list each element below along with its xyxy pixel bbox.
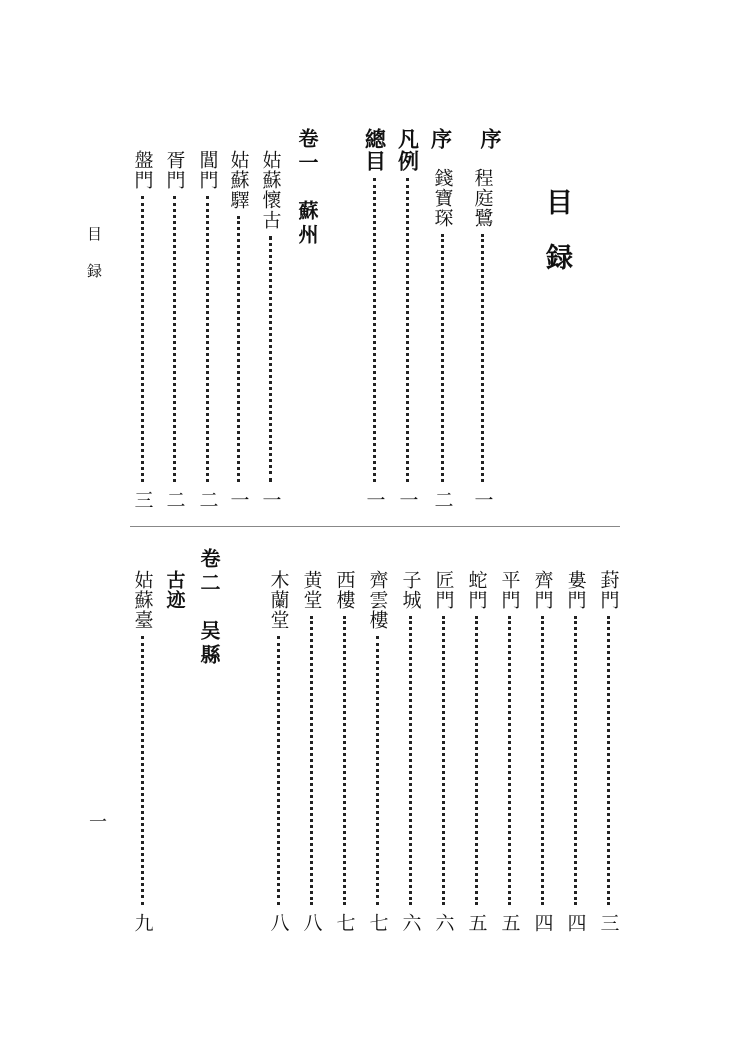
page-number: 五 xyxy=(465,913,488,932)
toc-entry-preface-2 xyxy=(426,128,454,168)
page-number: 九 xyxy=(131,913,154,932)
entry-title: 閶門 xyxy=(196,150,219,190)
page-number: 三 xyxy=(597,913,620,932)
dot-leader xyxy=(206,196,209,482)
page-number: 二 xyxy=(196,490,219,509)
preface-author: 錢寶琛 xyxy=(431,168,454,228)
juan2-title: 卷二 吴縣 xyxy=(197,548,221,668)
toc-main-title: 目録 xyxy=(541,188,572,298)
dot-leader xyxy=(141,196,144,482)
toc-entry-gusutai xyxy=(128,570,156,932)
running-head: 目録 xyxy=(85,226,103,300)
dot-leader xyxy=(376,636,379,905)
page-number: 四 xyxy=(531,913,554,932)
juan1-header xyxy=(290,128,324,268)
page-number: 一 xyxy=(227,490,250,509)
toc-entry-loumen xyxy=(561,570,589,932)
dot-leader xyxy=(237,216,240,482)
entry-title: 匠門 xyxy=(432,570,455,610)
page-number: 一 xyxy=(396,490,419,509)
toc-entry-xilou xyxy=(330,570,358,932)
toc-entry-panmen xyxy=(128,150,156,509)
page-number: 三 xyxy=(131,490,154,509)
dot-leader xyxy=(173,196,176,482)
juan1-title: 卷一 蘇州 xyxy=(295,128,319,248)
toc-entry-gusu-yi xyxy=(224,150,252,509)
toc-entry-fengmen xyxy=(594,570,622,932)
preface-label: 序 xyxy=(478,128,502,150)
entry-title: 齊雲樓 xyxy=(366,570,389,630)
toc-entry-xumen xyxy=(160,150,188,509)
page-folio: 一 xyxy=(86,812,107,830)
entry-title: 婁門 xyxy=(564,570,587,610)
toc-entry-fanli xyxy=(393,128,421,509)
toc-entry-preface-2-author xyxy=(428,168,456,509)
toc-entry-pingmen xyxy=(495,570,523,932)
entry-title: 木蘭堂 xyxy=(267,570,290,630)
page-number: 一 xyxy=(363,490,386,509)
entry-title: 齊門 xyxy=(531,570,554,610)
page-number: 一 xyxy=(259,490,282,509)
dot-leader xyxy=(441,234,444,482)
page-number: 二 xyxy=(431,490,454,509)
preface-label: 序 xyxy=(428,128,453,150)
entry-title: 姑蘇臺 xyxy=(131,570,154,630)
entry-title: 盤門 xyxy=(131,150,154,190)
toc-entry-huangtang xyxy=(297,570,325,932)
dot-leader xyxy=(442,616,445,905)
dot-leader xyxy=(406,178,409,482)
toc-entry-shemen xyxy=(462,570,490,932)
entry-title: 葑門 xyxy=(597,570,620,610)
page-number: 四 xyxy=(564,913,587,932)
dot-leader xyxy=(574,616,577,905)
toc-entry-mulantang xyxy=(264,570,292,932)
toc-entry-jiangmen xyxy=(429,570,457,932)
entry-title: 子城 xyxy=(399,570,422,610)
dot-leader xyxy=(277,636,280,905)
page-number: 五 xyxy=(498,913,521,932)
dot-leader xyxy=(343,616,346,905)
entry-title: 胥門 xyxy=(163,150,186,190)
dot-leader xyxy=(373,178,376,482)
toc-entry-preface-1-author xyxy=(468,168,496,509)
entry-title: 姑蘇驛 xyxy=(227,150,250,210)
dot-leader xyxy=(475,616,478,905)
dot-leader xyxy=(481,234,484,482)
toc-entry-zongmu xyxy=(360,128,388,509)
entry-title: 蛇門 xyxy=(465,570,488,610)
dot-leader xyxy=(541,616,544,905)
entry-title: 黄堂 xyxy=(300,570,323,610)
page-number: 一 xyxy=(471,490,494,509)
entry-title: 姑蘇懷古 xyxy=(259,150,282,230)
juan2-header xyxy=(192,548,226,678)
page-number: 八 xyxy=(300,913,323,932)
dot-leader xyxy=(508,616,511,905)
dot-leader xyxy=(607,616,610,905)
toc-entry-gusu-huaigu xyxy=(256,150,284,509)
section-title: 古迹 xyxy=(163,570,186,610)
page-number: 七 xyxy=(366,913,389,932)
section-divider xyxy=(130,526,620,527)
page-number: 八 xyxy=(267,913,290,932)
page-number: 六 xyxy=(432,913,455,932)
dot-leader xyxy=(310,616,313,905)
page-number: 二 xyxy=(163,490,186,509)
zongmu-title: 總目 xyxy=(362,128,387,172)
preface-author: 程庭鷺 xyxy=(471,168,494,228)
section-heading-guji xyxy=(160,570,188,630)
fanli-title: 凡例 xyxy=(395,128,420,172)
page-number: 七 xyxy=(333,913,356,932)
toc-entry-qiyunlou xyxy=(363,570,391,932)
page-number: 六 xyxy=(399,913,422,932)
toc-entry-qimen xyxy=(528,570,556,932)
dot-leader xyxy=(269,236,272,482)
dot-leader xyxy=(141,636,144,905)
toc-entry-changmen xyxy=(193,150,221,509)
dot-leader xyxy=(409,616,412,905)
entry-title: 平門 xyxy=(498,570,521,610)
entry-title: 西樓 xyxy=(333,570,356,610)
toc-entry-zicheng xyxy=(396,570,424,932)
